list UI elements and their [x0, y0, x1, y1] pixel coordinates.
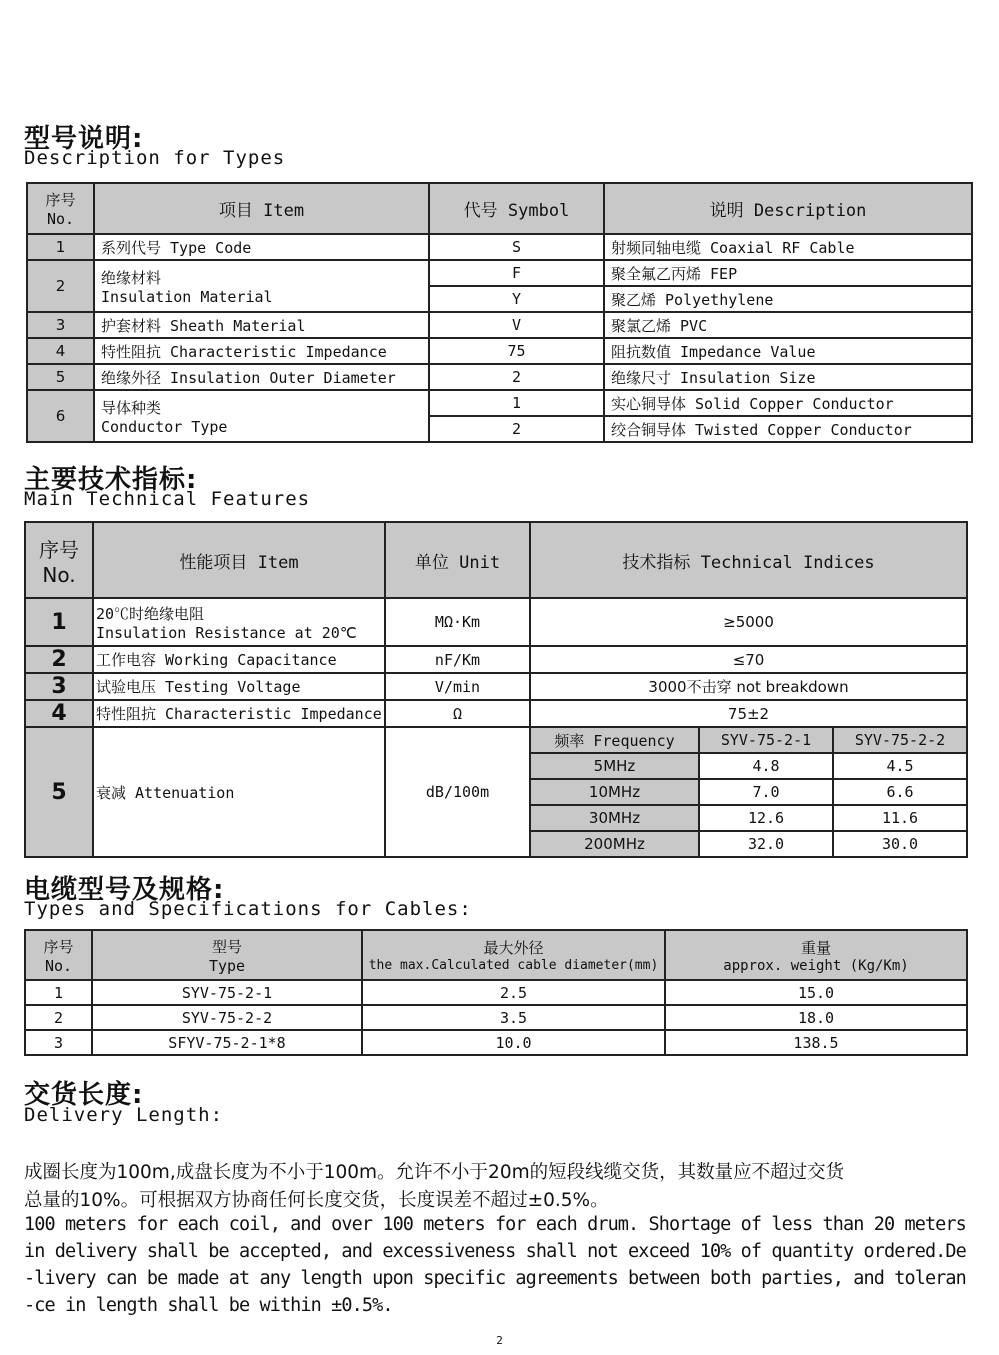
delivery-zh-line-1: 成圈长度为100m,成盘长度为不小于100m。允许不小于20m的短段线缆交货，其数量应不超过交货 [24, 1162, 845, 1183]
type-description-table [26, 182, 973, 443]
table-row: 3 护套材料 Sheath Material V 聚氯乙烯 PVC [27, 312, 972, 338]
section1-title-zh: 型号说明: [24, 124, 144, 154]
table-row: 2 绝缘材料 Insulation Material F 聚全氟乙丙烯 FEP [27, 260, 972, 286]
attenuation-col-frequency: 频率 Frequency [530, 727, 699, 753]
section3-title-zh: 电缆型号及规格: [24, 875, 225, 905]
attenuation-row: 5MHz 4.8 4.5 [25, 753, 967, 779]
section2-title-en: Main Technical Features [24, 488, 311, 510]
section3-title-en: Types and Specifications for Cables: [24, 898, 472, 920]
attenuation-row: 200MHz 32.0 30.0 [25, 831, 967, 857]
table-row: 1 系列代号 Type Code S 射频同轴电缆 Coaxial RF Cable [27, 234, 972, 260]
header-weight: 重量 approx. weight (Kg/Km) [665, 930, 967, 980]
table-row: 3 试验电压 Testing Voltage V/min 3000不击穿 not breakdown [25, 673, 967, 700]
table-header-row [27, 183, 972, 234]
table-row: 2 工作电容 Working Capacitance nF/Km ≤70 [25, 646, 967, 673]
delivery-en-line-1: 100 meters for each coil, and over 100 meters for each drum. Shortage of less than 20 meters [24, 1214, 966, 1235]
delivery-en-line-3: -livery can be made at any length upon specific agreements between both parties, and toleran [24, 1268, 966, 1289]
header-diameter: 最大外径 the max.Calculated cable diameter(mm) [362, 930, 665, 980]
table-header-row [25, 930, 967, 980]
technical-features-table [24, 521, 968, 858]
section1-title-en: Description for Types [24, 147, 286, 169]
table-row: 1 20℃时绝缘电阻 Insulation Resistance at 20℃ MΩ·Km ≥5000 [25, 598, 967, 646]
table-row: 3 SFYV-75-2-1*8 10.0 138.5 [25, 1030, 967, 1055]
table-row: 4 特性阻抗 Characteristic Impedance Ω 75±2 [25, 700, 967, 727]
header-indices: 技术指标 Technical Indices [530, 522, 967, 598]
table-header-row [25, 522, 967, 598]
table-row: 5 衰减 Attenuation dB/100m 频率 Frequency SYV-75-2-1 SYV-75-2-2 [25, 727, 967, 753]
header-type: 型号 Type [92, 930, 362, 980]
attenuation-col-syv-75-2-2: SYV-75-2-2 [833, 727, 967, 753]
table-row: 5 绝缘外径 Insulation Outer Diameter 2 绝缘尺寸 Insulation Size [27, 364, 972, 390]
table-row: 2 SYV-75-2-2 3.5 18.0 [25, 1005, 967, 1030]
header-no: 序号 No. [27, 183, 94, 234]
header-unit: 单位 Unit [385, 522, 530, 598]
delivery-en-line-4: -ce in length shall be within ±0.5%. [24, 1295, 393, 1316]
header-symbol: 代号 Symbol [429, 183, 604, 234]
page-number: 2 [496, 1334, 503, 1347]
table-row: 1 SYV-75-2-1 2.5 15.0 [25, 980, 967, 1005]
attenuation-row: 10MHz 7.0 6.6 [25, 779, 967, 805]
header-no: 序号 No. [25, 930, 92, 980]
section4-title-zh: 交货长度: [24, 1080, 144, 1110]
header-no: 序号 No. [25, 522, 93, 598]
table-row: 2 绞合铜导体 Twisted Copper Conductor [27, 416, 972, 442]
header-item: 项目 Item [94, 183, 429, 234]
header-item: 性能项目 Item [93, 522, 385, 598]
attenuation-col-syv-75-2-1: SYV-75-2-1 [699, 727, 833, 753]
section2-title-zh: 主要技术指标: [24, 465, 198, 495]
header-description: 说明 Description [604, 183, 972, 234]
table-row: Y 聚乙烯 Polyethylene [27, 286, 972, 312]
cable-specs-table [24, 929, 968, 1056]
delivery-zh-line-2: 总量的10%。可根据双方协商任何长度交货，长度误差不超过±0.5%。 [24, 1190, 609, 1211]
table-row: 6 导体种类 Conductor Type 1 实心铜导体 Solid Copper Conductor [27, 390, 972, 416]
section4-title-en: Delivery Length: [24, 1104, 224, 1126]
delivery-en-line-2: in delivery shall be accepted, and excessiveness shall not exceed 10% of quantity ordered.De [24, 1241, 966, 1262]
attenuation-row: 30MHz 12.6 11.6 [25, 805, 967, 831]
table-row: 4 特性阻抗 Characteristic Impedance 75 阻抗数值 Impedance Value [27, 338, 972, 364]
